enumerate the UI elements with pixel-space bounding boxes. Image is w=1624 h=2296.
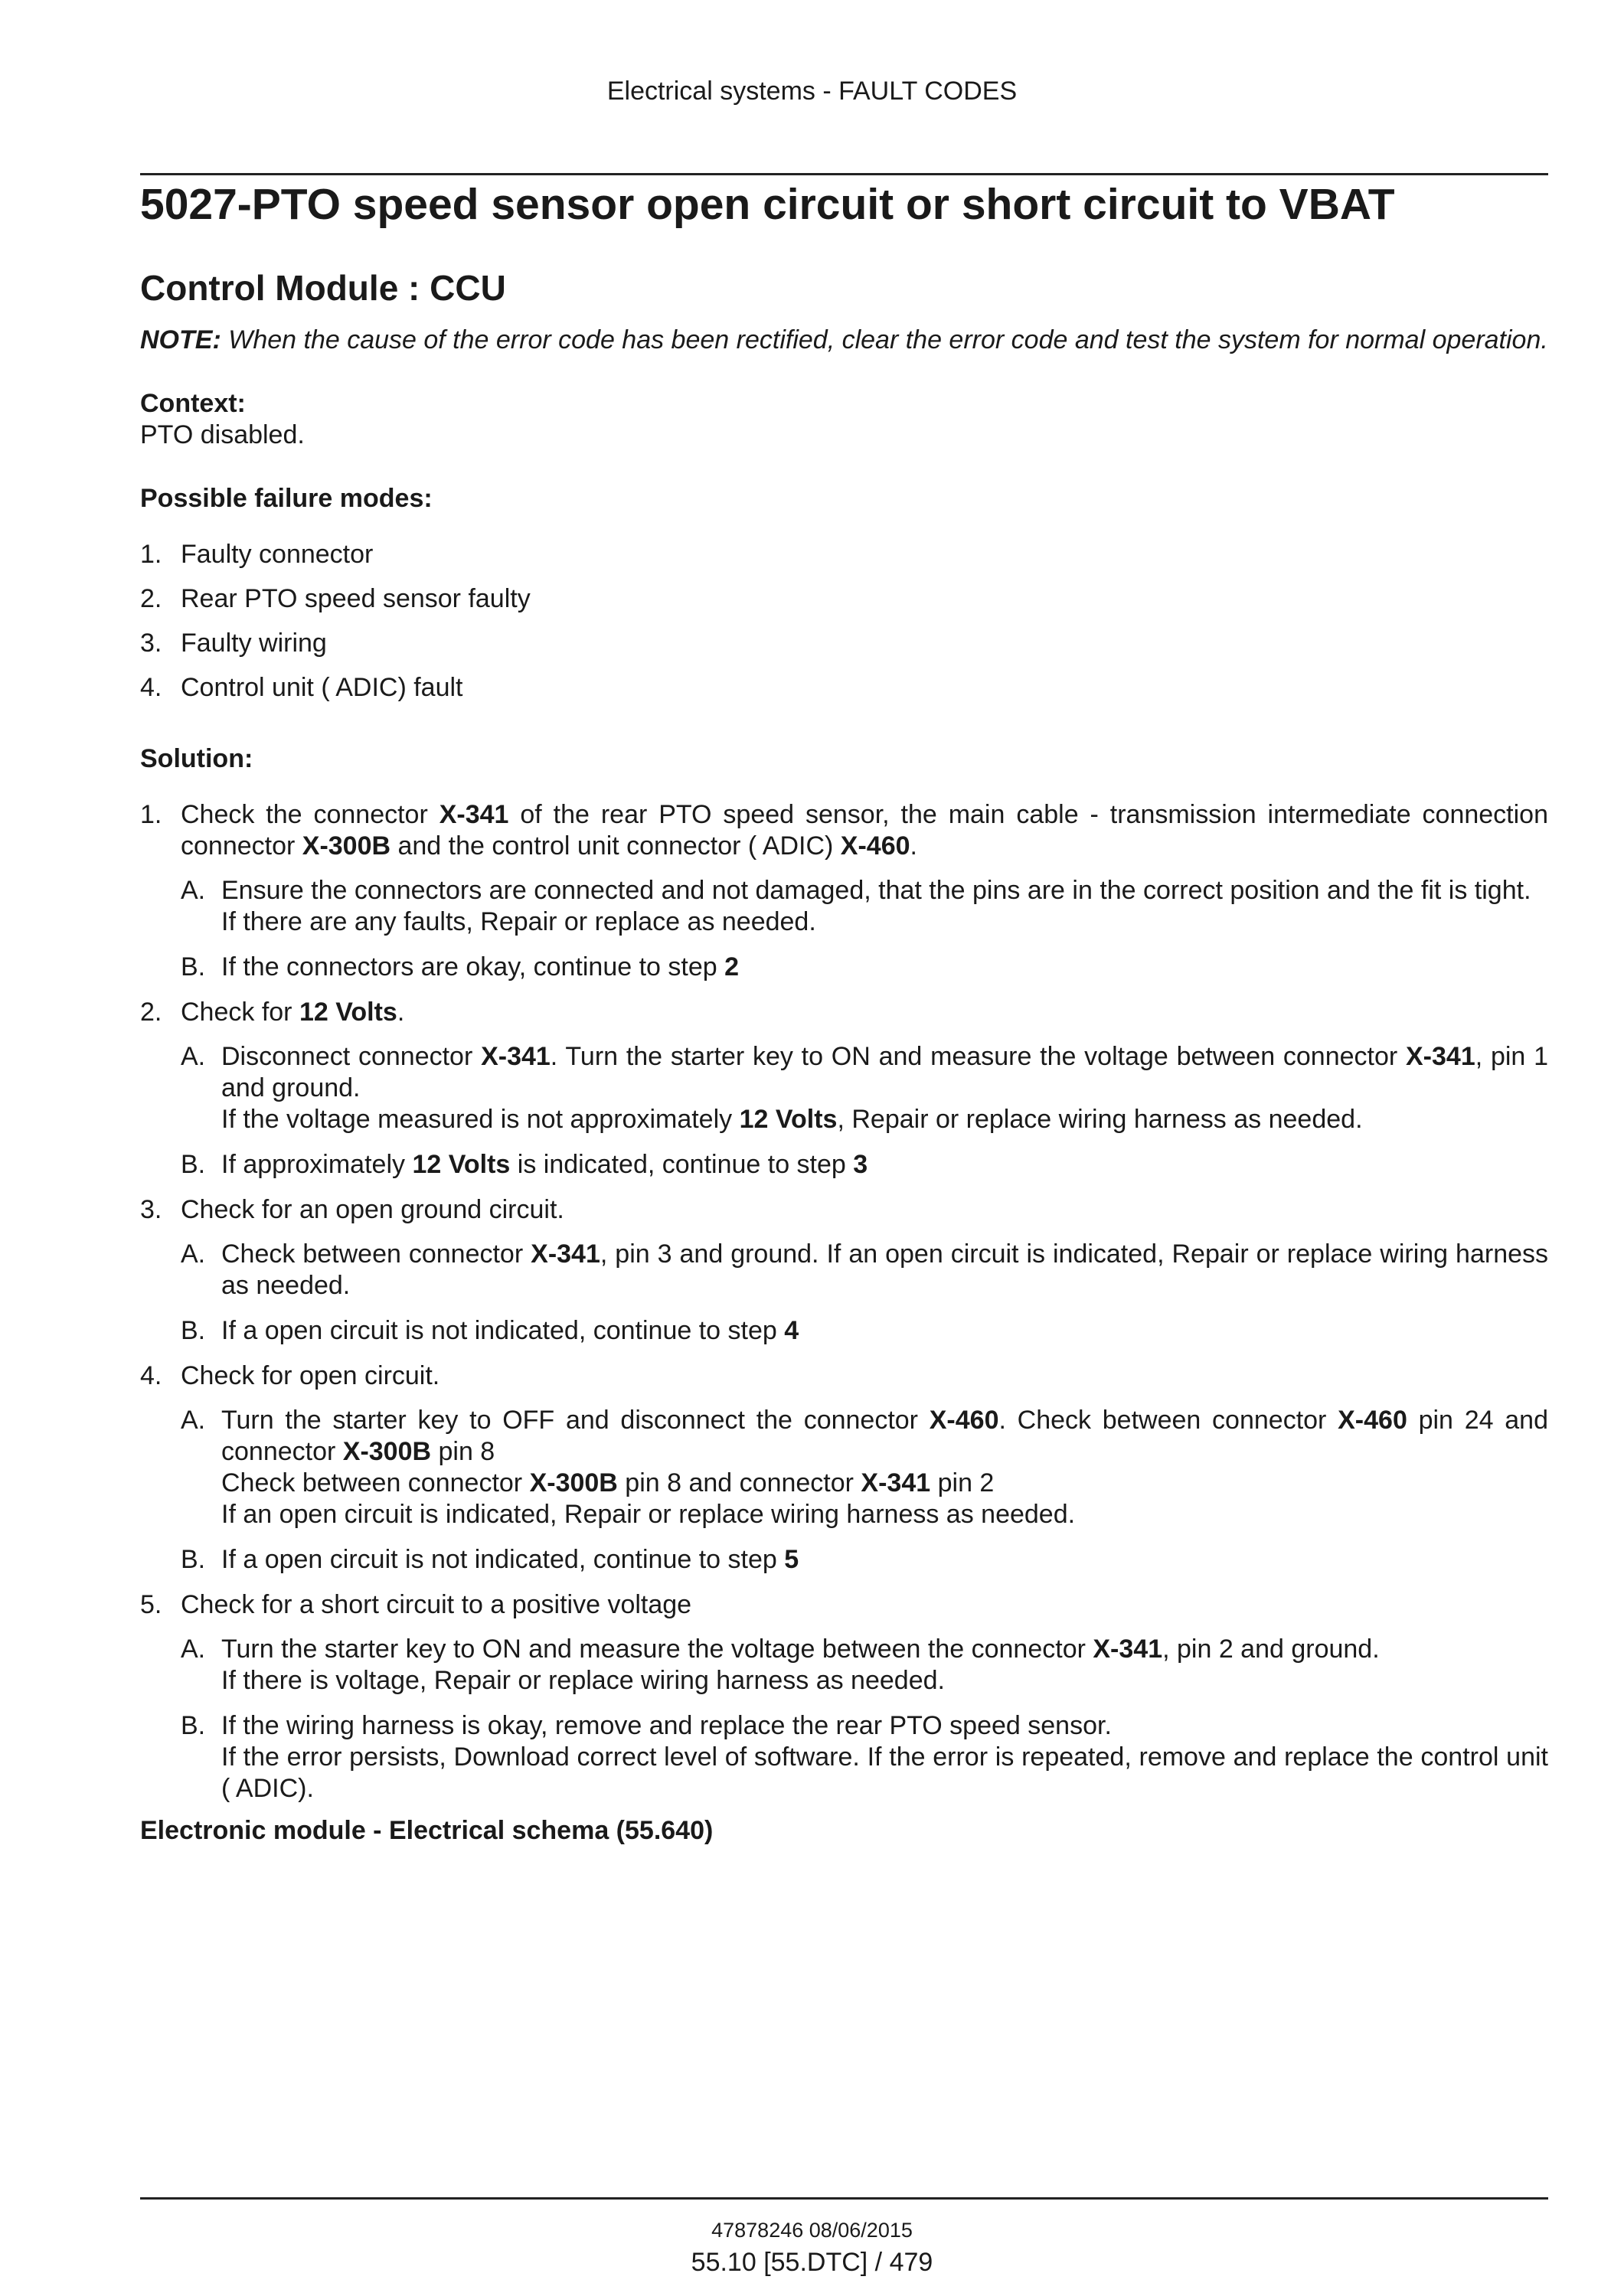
text-run: .	[910, 831, 917, 861]
bold-run: X-300B	[342, 1437, 432, 1466]
step-number: 5.	[140, 1590, 162, 1619]
context-label: Context:	[140, 389, 246, 418]
electrical-schema-reference: Electronic module - Electrical schema (55.640)	[140, 1816, 714, 1845]
text-run: . Check between connector	[998, 1406, 1338, 1435]
step-number: 4.	[140, 1361, 162, 1390]
bold-run: X-341	[439, 800, 509, 829]
sub-step-line	[221, 1405, 1548, 1468]
context-text: PTO disabled.	[140, 420, 305, 449]
bold-run: X-341	[861, 1468, 931, 1497]
sub-step-line	[221, 1149, 1548, 1181]
bold-run: X-300B	[529, 1468, 618, 1497]
bold-run: 12 Volts	[299, 998, 397, 1027]
step-number: 1.	[140, 800, 162, 829]
bold-run: X-341	[1093, 1635, 1163, 1664]
sub-step-line	[221, 1315, 1548, 1347]
note-paragraph	[140, 325, 1548, 356]
step-number: 2.	[140, 998, 162, 1027]
sub-step-line	[221, 1544, 1548, 1576]
text-run: Check between connector	[221, 1239, 531, 1269]
text-run: and the control unit connector ( ADIC)	[390, 831, 841, 861]
bold-run: X-341	[481, 1042, 551, 1071]
text-run: If approximately	[221, 1150, 413, 1179]
sub-step-list	[181, 1041, 1548, 1181]
step-text	[181, 799, 1548, 862]
sub-step	[181, 1239, 1548, 1302]
sub-step-list	[181, 1634, 1548, 1804]
failure-modes-label: Possible failure modes:	[140, 484, 433, 513]
text-run: Turn the starter key to ON and measure the voltage between the connector	[221, 1635, 1093, 1664]
sub-step-line	[221, 1104, 1548, 1135]
sub-step-line	[221, 1665, 1548, 1697]
sub-step	[181, 1634, 1548, 1697]
sub-step	[181, 1710, 1548, 1804]
text-run: If the voltage measured is not approximately	[221, 1105, 740, 1134]
failure-mode-item: 2. Rear PTO speed sensor faulty	[140, 584, 531, 613]
text-run: Check for	[181, 998, 299, 1027]
bold-run: X-300B	[302, 831, 391, 861]
bold-run: 5	[784, 1545, 799, 1574]
text-run: Ensure the connectors are connected and not damaged, that the pins are in the correct position and the fit is tight.	[221, 876, 1531, 905]
text-run: If the connectors are okay, continue to step	[221, 952, 725, 981]
text-run: Check for a short circuit to a positive voltage	[181, 1590, 692, 1619]
solution-step	[140, 1194, 1548, 1347]
text-run: If the error persists, Download correct level of software. If the error is repeated, remove and replace the control unit ( ADIC).	[221, 1742, 1548, 1803]
solution-step	[140, 799, 1548, 983]
text-run: Check between connector	[221, 1468, 530, 1497]
running-header: Electrical systems - FAULT CODES	[606, 77, 1018, 106]
sub-step-line	[221, 1468, 1548, 1499]
header-rule	[140, 173, 1548, 175]
sub-step	[181, 1041, 1548, 1135]
sub-step-letter: A.	[181, 1042, 206, 1071]
bold-run: X-460	[840, 831, 910, 861]
text-run: If a open circuit is not indicated, continue to step	[221, 1545, 785, 1574]
step-number: 3.	[140, 1195, 162, 1224]
failure-mode-item: 4. Control unit ( ADIC) fault	[140, 673, 463, 702]
text-run: Check for open circuit.	[181, 1361, 440, 1390]
solution-label: Solution:	[140, 744, 253, 773]
control-module-heading: Control Module : CCU	[140, 268, 506, 308]
sub-step-letter: B.	[181, 1545, 206, 1574]
bold-run: 4	[784, 1316, 799, 1345]
footer-document-code: 47878246 08/06/2015	[711, 2219, 913, 2242]
sub-step-line	[221, 1742, 1548, 1804]
sub-step	[181, 1544, 1548, 1576]
sub-step-line	[221, 1499, 1548, 1530]
sub-step-line	[221, 1710, 1548, 1742]
text-run: is indicated, continue to step	[510, 1150, 854, 1179]
sub-step-letter: B.	[181, 952, 206, 981]
text-run: of the rear PTO speed sensor, the main cable - transmission intermediate connection connector	[181, 800, 1548, 861]
sub-step-list	[181, 875, 1548, 983]
sub-step-line	[221, 906, 1548, 938]
step-text	[181, 1589, 1548, 1621]
sub-step-letter: B.	[181, 1316, 206, 1345]
text-run: pin 24 and connector	[221, 1406, 1548, 1466]
step-text	[181, 997, 1548, 1028]
text-run: pin 2	[930, 1468, 995, 1497]
text-run: , pin 3 and ground. If an open circuit is indicated, Repair or replace wiring harness as needed.	[221, 1239, 1549, 1300]
sub-step-line	[221, 952, 1548, 983]
text-run: , pin 2 and ground.	[1162, 1635, 1380, 1664]
footer-rule	[140, 2197, 1548, 2200]
sub-step-letter: B.	[181, 1711, 206, 1740]
text-run: Disconnect connector	[221, 1042, 482, 1071]
sub-step-list	[181, 1239, 1548, 1347]
bold-run: X-460	[1338, 1406, 1407, 1435]
sub-step-line	[221, 1239, 1548, 1302]
solution-step	[140, 997, 1548, 1181]
text-run: . Turn the starter key to ON and measure the voltage between connector	[550, 1042, 1406, 1071]
text-run: .	[397, 998, 405, 1027]
step-text	[181, 1360, 1548, 1392]
sub-step-letter: B.	[181, 1150, 206, 1179]
text-run: , pin 1 and ground.	[221, 1042, 1549, 1102]
text-run: If the wiring harness is okay, remove and replace the rear PTO speed sensor.	[221, 1711, 1112, 1740]
failure-mode-item: 1. Faulty connector	[140, 540, 374, 569]
text-run: If a open circuit is not indicated, continue to step	[221, 1316, 785, 1345]
sub-step-letter: A.	[181, 1406, 206, 1435]
solution-steps-list	[140, 799, 1548, 1804]
note-text: When the cause of the error code has been rectified, clear the error code and test the system for normal operation.	[221, 325, 1548, 354]
sub-step	[181, 952, 1548, 983]
bold-run: 12 Volts	[412, 1150, 511, 1179]
sub-step	[181, 1405, 1548, 1530]
text-run: pin 8 and connector	[617, 1468, 861, 1497]
bold-run: X-460	[929, 1406, 999, 1435]
sub-step-line	[221, 875, 1548, 906]
text-run: , Repair or replace wiring harness as needed.	[837, 1105, 1363, 1134]
text-run: If there is voltage, Repair or replace wiring harness as needed.	[221, 1666, 945, 1695]
sub-step	[181, 875, 1548, 938]
failure-modes-list	[140, 539, 1548, 704]
sub-step-letter: A.	[181, 876, 206, 905]
bold-run: X-341	[531, 1239, 600, 1269]
solution-step	[140, 1360, 1548, 1576]
bold-run: 2	[724, 952, 740, 981]
text-run: Check the connector	[181, 800, 439, 829]
note-label: NOTE:	[140, 325, 221, 354]
sub-step-letter: A.	[181, 1635, 206, 1664]
sub-step-list	[181, 1405, 1548, 1576]
sub-step-line	[221, 1041, 1548, 1104]
text-run: If there are any faults, Repair or replace as needed.	[221, 907, 816, 936]
text-run: Turn the starter key to OFF and disconnect the connector	[221, 1406, 930, 1435]
bold-run: 12 Volts	[739, 1105, 838, 1134]
sub-step	[181, 1149, 1548, 1181]
footer-page-reference: 55.10 [55.DTC] / 479	[691, 2248, 933, 2277]
failure-mode-item: 3. Faulty wiring	[140, 629, 327, 658]
bold-run: 3	[853, 1150, 868, 1179]
step-text	[181, 1194, 1548, 1226]
text-run: If an open circuit is indicated, Repair or replace wiring harness as needed.	[221, 1500, 1076, 1529]
sub-step-letter: A.	[181, 1239, 206, 1269]
bold-run: X-341	[1406, 1042, 1475, 1071]
sub-step	[181, 1315, 1548, 1347]
fault-title: 5027-PTO speed sensor open circuit or short circuit to VBAT	[140, 180, 1395, 229]
solution-step	[140, 1589, 1548, 1804]
sub-step-line	[221, 1634, 1548, 1665]
text-run: Check for an open ground circuit.	[181, 1195, 564, 1224]
main-content	[140, 178, 1548, 1847]
text-run: pin 8	[431, 1437, 495, 1466]
